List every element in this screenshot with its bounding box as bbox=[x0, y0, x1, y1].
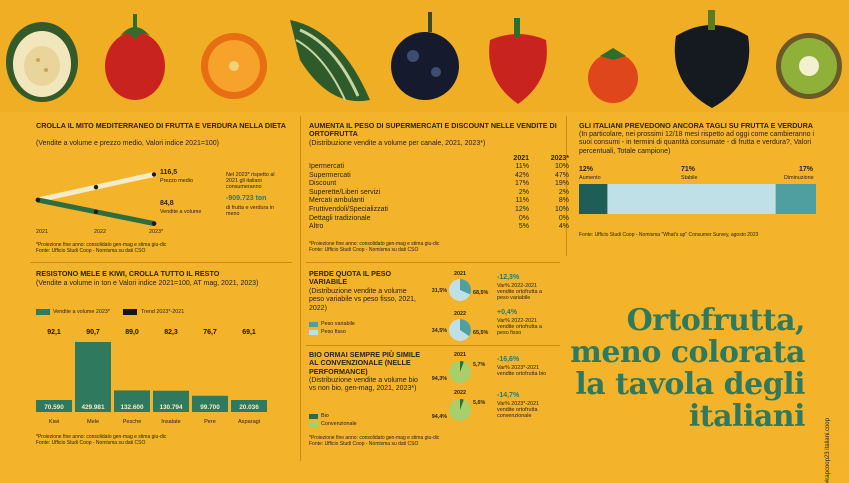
trend-label: 82,3 bbox=[164, 329, 178, 336]
table-row bbox=[309, 223, 569, 232]
mediterranean-note-1: *Proiezione fine anno: consolidato gen-mag e stima giu-dic bbox=[36, 242, 167, 248]
col-2023: 2023* bbox=[550, 155, 569, 162]
table-row bbox=[309, 163, 569, 172]
pie-value-b: 65,5% bbox=[473, 330, 489, 336]
trend-label: 90,7 bbox=[86, 329, 100, 336]
forecast-label-diminuzione: Diminuzione bbox=[784, 175, 814, 181]
bio-note-1: *Proiezione fine anno: consolidato gen-mag e stima giu-dic bbox=[309, 435, 440, 441]
trend-label: 92,1 bbox=[47, 329, 61, 336]
legend-trend: Trend 2023*-2021 bbox=[141, 309, 185, 315]
forecast-segment-stabile bbox=[607, 184, 775, 214]
row-2021: 42% bbox=[514, 171, 529, 179]
pie-year-label: 2022 bbox=[454, 390, 466, 396]
forecast-value-diminuzione: 17% bbox=[799, 166, 814, 173]
row-2021: 5% bbox=[518, 223, 529, 231]
category-label: Mele bbox=[86, 419, 100, 425]
table-row bbox=[309, 172, 569, 181]
orange-slice-icon bbox=[201, 33, 267, 99]
channels-header-row bbox=[309, 154, 569, 163]
headline-line-2: meno colorata bbox=[570, 335, 805, 370]
price-value: 116,5 bbox=[160, 169, 178, 176]
fruits-note-2: Fonte: Ufficio Studi Coop - Nomisma su dati CSO bbox=[36, 440, 146, 446]
fig-cut-icon bbox=[6, 22, 78, 102]
headline-line-1: Ortofrutta, bbox=[626, 303, 805, 338]
pie-value-b: 94,4% bbox=[431, 414, 447, 420]
col-2021: 2021 bbox=[513, 155, 529, 162]
pie-value-a: 5,6% bbox=[473, 400, 486, 406]
row-2021: 17% bbox=[514, 180, 529, 188]
forecast-value-aumento: 12% bbox=[579, 166, 594, 173]
bar-value-label: 20.036 bbox=[239, 404, 259, 411]
category-label: Pere bbox=[204, 419, 216, 425]
zucchini-icon bbox=[290, 20, 370, 101]
series-point bbox=[152, 172, 156, 176]
row-2021: 12% bbox=[514, 205, 529, 213]
legend-swatch-volume bbox=[36, 309, 50, 315]
table-row bbox=[309, 197, 569, 206]
forecast-label-aumento: Aumento bbox=[579, 175, 601, 181]
legend-convenzionale: Convenzionale bbox=[321, 421, 357, 427]
row-2021: 11% bbox=[515, 197, 529, 205]
weight-title: PERDE QUOTA IL PESO VARIABILE bbox=[309, 269, 392, 287]
forecast-subtitle: (In particolare, nei prossimi 12/18 mesi rispetto ad oggi come cambieranno i suoi consumi - in termini di quantità consumate - di frutta e verdura?, Valori percentuali, Totale campione) bbox=[579, 131, 815, 155]
pie-value-b: 68,5% bbox=[473, 290, 489, 296]
side-tag: #rapcoop23 italiani.coop bbox=[825, 418, 831, 483]
legend-swatch-bio bbox=[309, 414, 318, 419]
red-pepper-icon bbox=[489, 18, 547, 104]
weight-pies bbox=[420, 266, 500, 346]
headline bbox=[570, 305, 805, 433]
legend-swatch-peso-variabile bbox=[309, 322, 318, 327]
price-label: Prezzo medio bbox=[160, 178, 193, 184]
category-label: Pesche bbox=[122, 419, 142, 425]
bio-title: BIO ORMAI SEMPRE PIÙ SIMILE AL CONVENZIONALE (NELLE PERFORMANCE) bbox=[309, 350, 421, 376]
volume-value: 84,8 bbox=[160, 200, 174, 207]
tomato-small-icon bbox=[588, 48, 638, 103]
channels-note-1: *Proiezione fine anno: consolidato gen-mag e stima giu-dic bbox=[309, 241, 440, 247]
forecast-label-stabile: Stabile bbox=[681, 175, 698, 181]
row-label: Discount bbox=[309, 180, 337, 188]
fruits-subtitle: (Vendite a volume in ton e Valori indice 2021=100, AT mag, 2021, 2023) bbox=[36, 280, 259, 287]
bar-value-label: 429.981 bbox=[81, 404, 105, 411]
mediterranean-line-chart bbox=[30, 160, 170, 230]
forecast-segment-aumento bbox=[579, 184, 607, 214]
weight-var-1-value: -12,3% bbox=[497, 274, 520, 281]
legend-swatch-peso-fisso bbox=[309, 330, 318, 335]
pie-year-label: 2022 bbox=[454, 311, 466, 317]
bio-var-1-value: -16,6% bbox=[497, 356, 520, 363]
pie-year-label: 2021 bbox=[454, 271, 466, 277]
fruits-note-1: *Proiezione fine anno: consolidato gen-mag e stima giu-dic bbox=[36, 434, 167, 440]
row-2021: 11% bbox=[515, 163, 529, 170]
pie-year-label: 2021 bbox=[454, 352, 466, 358]
bio-note-2: Fonte: Ufficio Studi Coop - Nomisma su dati CSO bbox=[309, 441, 419, 447]
volume-label: Vendite a volume bbox=[160, 209, 202, 215]
bar-value-label: 130.794 bbox=[159, 404, 183, 411]
bio-pies bbox=[420, 348, 500, 428]
mediterranean-subtitle: (Vendite a volume e prezzo medio, Valori indice 2021=100) bbox=[36, 140, 219, 147]
series-point bbox=[152, 221, 156, 225]
bar-value-label: 99.700 bbox=[200, 404, 220, 411]
bio-var-2-text: Var% 2023*-2021 vendite ortofrutta convenzionale bbox=[497, 401, 540, 420]
row-label: Superette/Liberi servizi bbox=[309, 188, 381, 196]
pie-value-a: 31,5% bbox=[431, 288, 447, 294]
channels-table bbox=[309, 154, 569, 232]
row-2023: 19% bbox=[554, 180, 569, 188]
row-2023: 2% bbox=[558, 188, 569, 196]
forecast-note: Fonte: Ufficio Studi Coop - Nomisma "What's up" Consumer Survey, agosto 2023 bbox=[579, 232, 759, 238]
trend-label: 89,0 bbox=[125, 329, 139, 336]
weight-var-2-value: +0,4% bbox=[497, 309, 518, 316]
callout-tail: di frutta e verdura in meno bbox=[226, 205, 274, 218]
forecast-segment-diminuzione bbox=[776, 184, 816, 214]
category-label: Asparagi bbox=[237, 419, 261, 425]
pie-value-b: 94,3% bbox=[431, 376, 447, 382]
row-label: Altro bbox=[309, 223, 324, 231]
row-2023: 47% bbox=[554, 171, 569, 179]
headline-line-3: la tavola degli bbox=[575, 367, 805, 402]
pie-value-a: 5,7% bbox=[473, 362, 486, 368]
table-row bbox=[309, 189, 569, 198]
legend-swatch-convenzionale bbox=[309, 422, 318, 427]
trend-label: 76,7 bbox=[203, 329, 217, 336]
row-label: Mercati ambulanti bbox=[309, 197, 365, 205]
bio-var-2-value: -14,7% bbox=[497, 392, 520, 399]
weight-subtitle: (Distribuzione vendite a volume peso variabile vs peso fisso, 2021, 2022) bbox=[309, 288, 417, 312]
channels-note-2: Fonte: Ufficio Studi Coop - Nomisma su dati CSO bbox=[309, 247, 419, 253]
row-2021: 2% bbox=[518, 188, 529, 196]
bar bbox=[75, 342, 111, 412]
row-label: Dettagli tradizionale bbox=[309, 214, 371, 222]
tomato-icon bbox=[105, 14, 165, 100]
fruits-title: RESISTONO MELE E KIWI, CROLLA TUTTO IL RESTO bbox=[36, 269, 220, 278]
table-row bbox=[309, 180, 569, 189]
column-divider bbox=[300, 116, 301, 461]
blackberry-icon bbox=[391, 12, 459, 100]
forecast-stacked-bar bbox=[579, 184, 816, 214]
x-label-2022: 2022 bbox=[94, 229, 106, 235]
category-label: Insalate bbox=[161, 419, 181, 425]
callout-text: Nel 2023* rispetto al 2021 gli italiani consumeranno bbox=[226, 172, 275, 191]
legend-peso-fisso: Peso fisso bbox=[321, 329, 346, 335]
row-divider bbox=[306, 262, 560, 263]
mediterranean-title: CROLLA IL MITO MEDITERRANEO DI FRUTTA E VERDURA NELLA DIETA bbox=[36, 121, 286, 130]
headline-line-4: italiani bbox=[688, 399, 805, 434]
forecast-value-stabile: 71% bbox=[681, 166, 696, 173]
row-divider bbox=[30, 262, 292, 263]
legend-swatch-trend bbox=[123, 309, 137, 315]
row-2023: 10% bbox=[554, 163, 569, 170]
x-label-2021: 2021 bbox=[36, 229, 48, 235]
kiwi-slice-icon bbox=[776, 33, 842, 99]
illustration-strip bbox=[0, 0, 849, 112]
channels-subtitle: (Distribuzione vendite a volume per canale, 2021, 2023*) bbox=[309, 140, 486, 147]
series-point bbox=[36, 198, 40, 202]
row-2023: 8% bbox=[558, 197, 569, 205]
black-pepper-icon bbox=[675, 10, 749, 108]
bio-subtitle: (Distribuzione vendite a volume bio vs non bio, gen-mag, 2021, 2023*) bbox=[309, 377, 418, 393]
row-2023: 0% bbox=[558, 214, 569, 222]
row-2023: 4% bbox=[558, 223, 569, 231]
bio-var-1-text: Var% 2023*-2021 vendite ortofrutta bio bbox=[497, 365, 547, 378]
bar-value-label: 70.590 bbox=[44, 404, 64, 411]
callout-value: -909.723 ton bbox=[226, 195, 267, 202]
pie-value-a: 34,5% bbox=[431, 328, 447, 334]
row-label: Supermercati bbox=[309, 171, 351, 179]
bar-value-label: 132.600 bbox=[120, 404, 144, 411]
fruits-bar-chart bbox=[34, 322, 278, 430]
row-2023: 10% bbox=[554, 205, 569, 213]
legend-peso-variabile: Peso variabile bbox=[321, 321, 355, 327]
channels-title: AUMENTA IL PESO DI SUPERMERCATI E DISCOUNT NELLE VENDITE DI ORTOFRUTTA bbox=[309, 121, 557, 139]
weight-var-2-text: Var% 2022-2021 vendite ortofrutta a peso fisso bbox=[497, 318, 542, 337]
row-2021: 0% bbox=[518, 214, 529, 222]
legend-volume: Vendite a volume 2023* bbox=[53, 309, 110, 315]
category-label: Kiwi bbox=[48, 419, 60, 425]
weight-var-1-text: Var% 2022-2021 vendite ortofrutta a peso variabile bbox=[497, 283, 542, 302]
forecast-title: GLI ITALIANI PREVEDONO ANCORA TAGLI SU FRUTTA E VERDURA bbox=[579, 121, 813, 130]
table-row bbox=[309, 206, 569, 215]
table-row bbox=[309, 215, 569, 224]
legend-bio: Bio bbox=[321, 413, 329, 419]
mediterranean-note-2: Fonte: Ufficio Studi Coop - Nomisma su dati CSO bbox=[36, 248, 146, 254]
x-label-2023: 2023* bbox=[149, 229, 164, 235]
series-point bbox=[94, 210, 98, 214]
row-label: Ipermercati bbox=[309, 163, 345, 170]
series-point bbox=[94, 185, 98, 189]
trend-label: 69,1 bbox=[242, 329, 256, 336]
vegetable-illustrations bbox=[0, 0, 849, 112]
row-label: Fruttivendoli/Specializzati bbox=[309, 205, 388, 213]
